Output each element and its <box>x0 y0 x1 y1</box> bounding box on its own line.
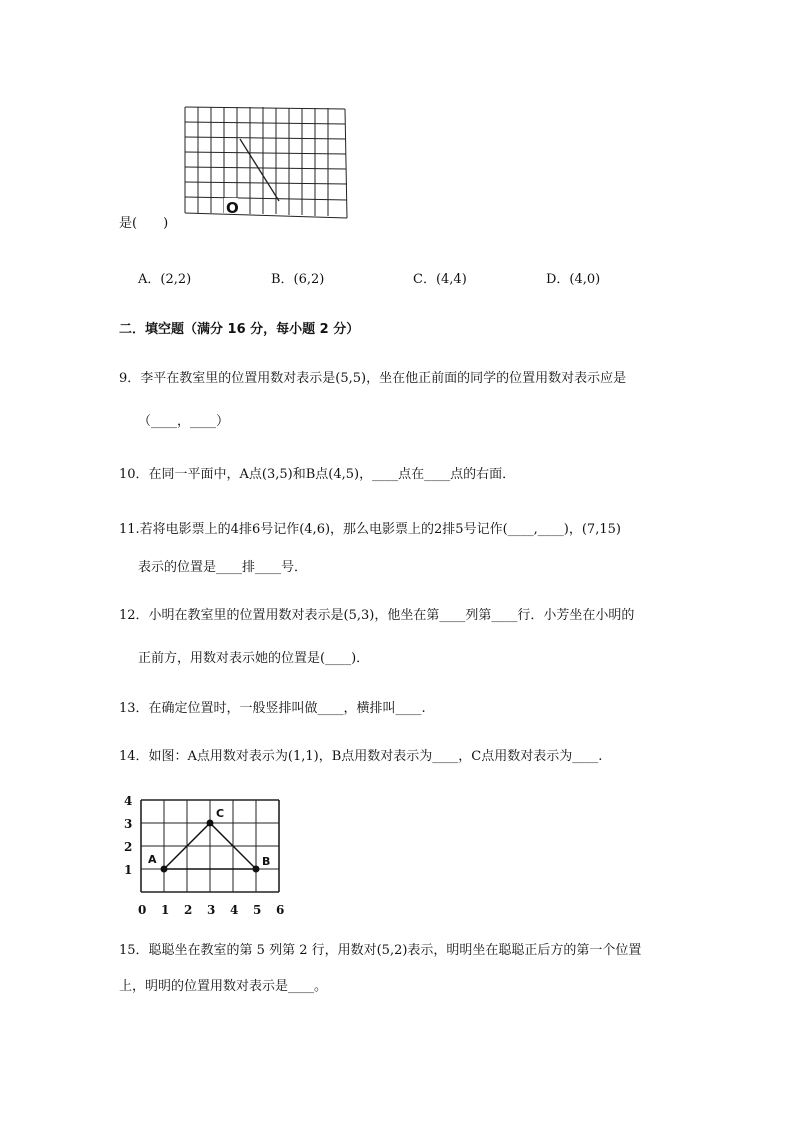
choice-b: B．(6,2) <box>271 272 325 287</box>
point-label-C: C <box>216 807 225 820</box>
x-tick-label: 1 <box>161 903 170 915</box>
y-tick-label: 3 <box>124 817 133 831</box>
point-C <box>207 820 214 827</box>
point-label-B: B <box>262 855 271 868</box>
q12-line2: 正前方，用数对表示她的位置是(____)． <box>138 651 370 666</box>
q9-line2: （____，____） <box>138 414 230 429</box>
x-tick-label: 0 <box>138 903 147 915</box>
x-tick-label: 6 <box>276 903 285 915</box>
grid-figure-q8 <box>184 105 349 220</box>
choice-a: A．(2,2) <box>138 272 192 287</box>
x-tick-label: 4 <box>230 903 239 915</box>
section-title: 二．填空题（满分 16 分，每小题 2 分） <box>119 322 360 337</box>
x-tick-label: 3 <box>207 903 216 915</box>
x-tick-label: 5 <box>253 903 262 915</box>
x-tick-label: 2 <box>184 903 193 915</box>
choice-d: D．(4,0) <box>546 272 601 287</box>
q10-line1: 10．在同一平面中，A点(3,5)和B点(4,5)，____点在____点的右面． <box>119 467 516 482</box>
point-B <box>253 866 260 873</box>
q11-line2: 表示的位置是____排____号． <box>138 560 308 575</box>
coordinate-figure-q14 <box>118 785 298 915</box>
q12-line1: 12．小明在教室里的位置用数对表示是(5,3)，他坐在第____列第____行．小芳坐在小明的 <box>119 608 635 623</box>
segment-line <box>240 139 279 201</box>
y-tick-label: 1 <box>124 863 133 877</box>
q9-line1: 9．李平在教室里的位置用数对表示是(5,5)，坐在他正前面的同学的位置用数对表示应是 <box>119 371 627 386</box>
choice-c: C．(4,4) <box>413 272 467 287</box>
y-tick-label: 2 <box>124 840 133 854</box>
y-tick-label: 4 <box>124 794 133 808</box>
q14-line1: 14．如图：A点用数对表示为(1,1)，B点用数对表示为____，C点用数对表示为____. <box>119 749 603 764</box>
point-A <box>161 866 168 873</box>
q15-line2: 上，明明的位置用数对表示是____。 <box>119 979 328 994</box>
origin-label: O <box>226 199 239 217</box>
q13-line1: 13．在确定位置时，一般竖排叫做____，横排叫____. <box>119 701 426 716</box>
point-label-A: A <box>148 853 157 866</box>
q8-stem-tail: 是( ) <box>119 216 169 231</box>
q11-line1: 11.若将电影票上的4排6号记作(4,6)，那么电影票上的2排5号记作(____,____)，(7,15) <box>119 522 621 537</box>
q15-line1: 15．聪聪坐在教室的第 5 列第 2 行，用数对(5,2)表示，明明坐在聪聪正后方的第一个位置 <box>119 943 642 958</box>
